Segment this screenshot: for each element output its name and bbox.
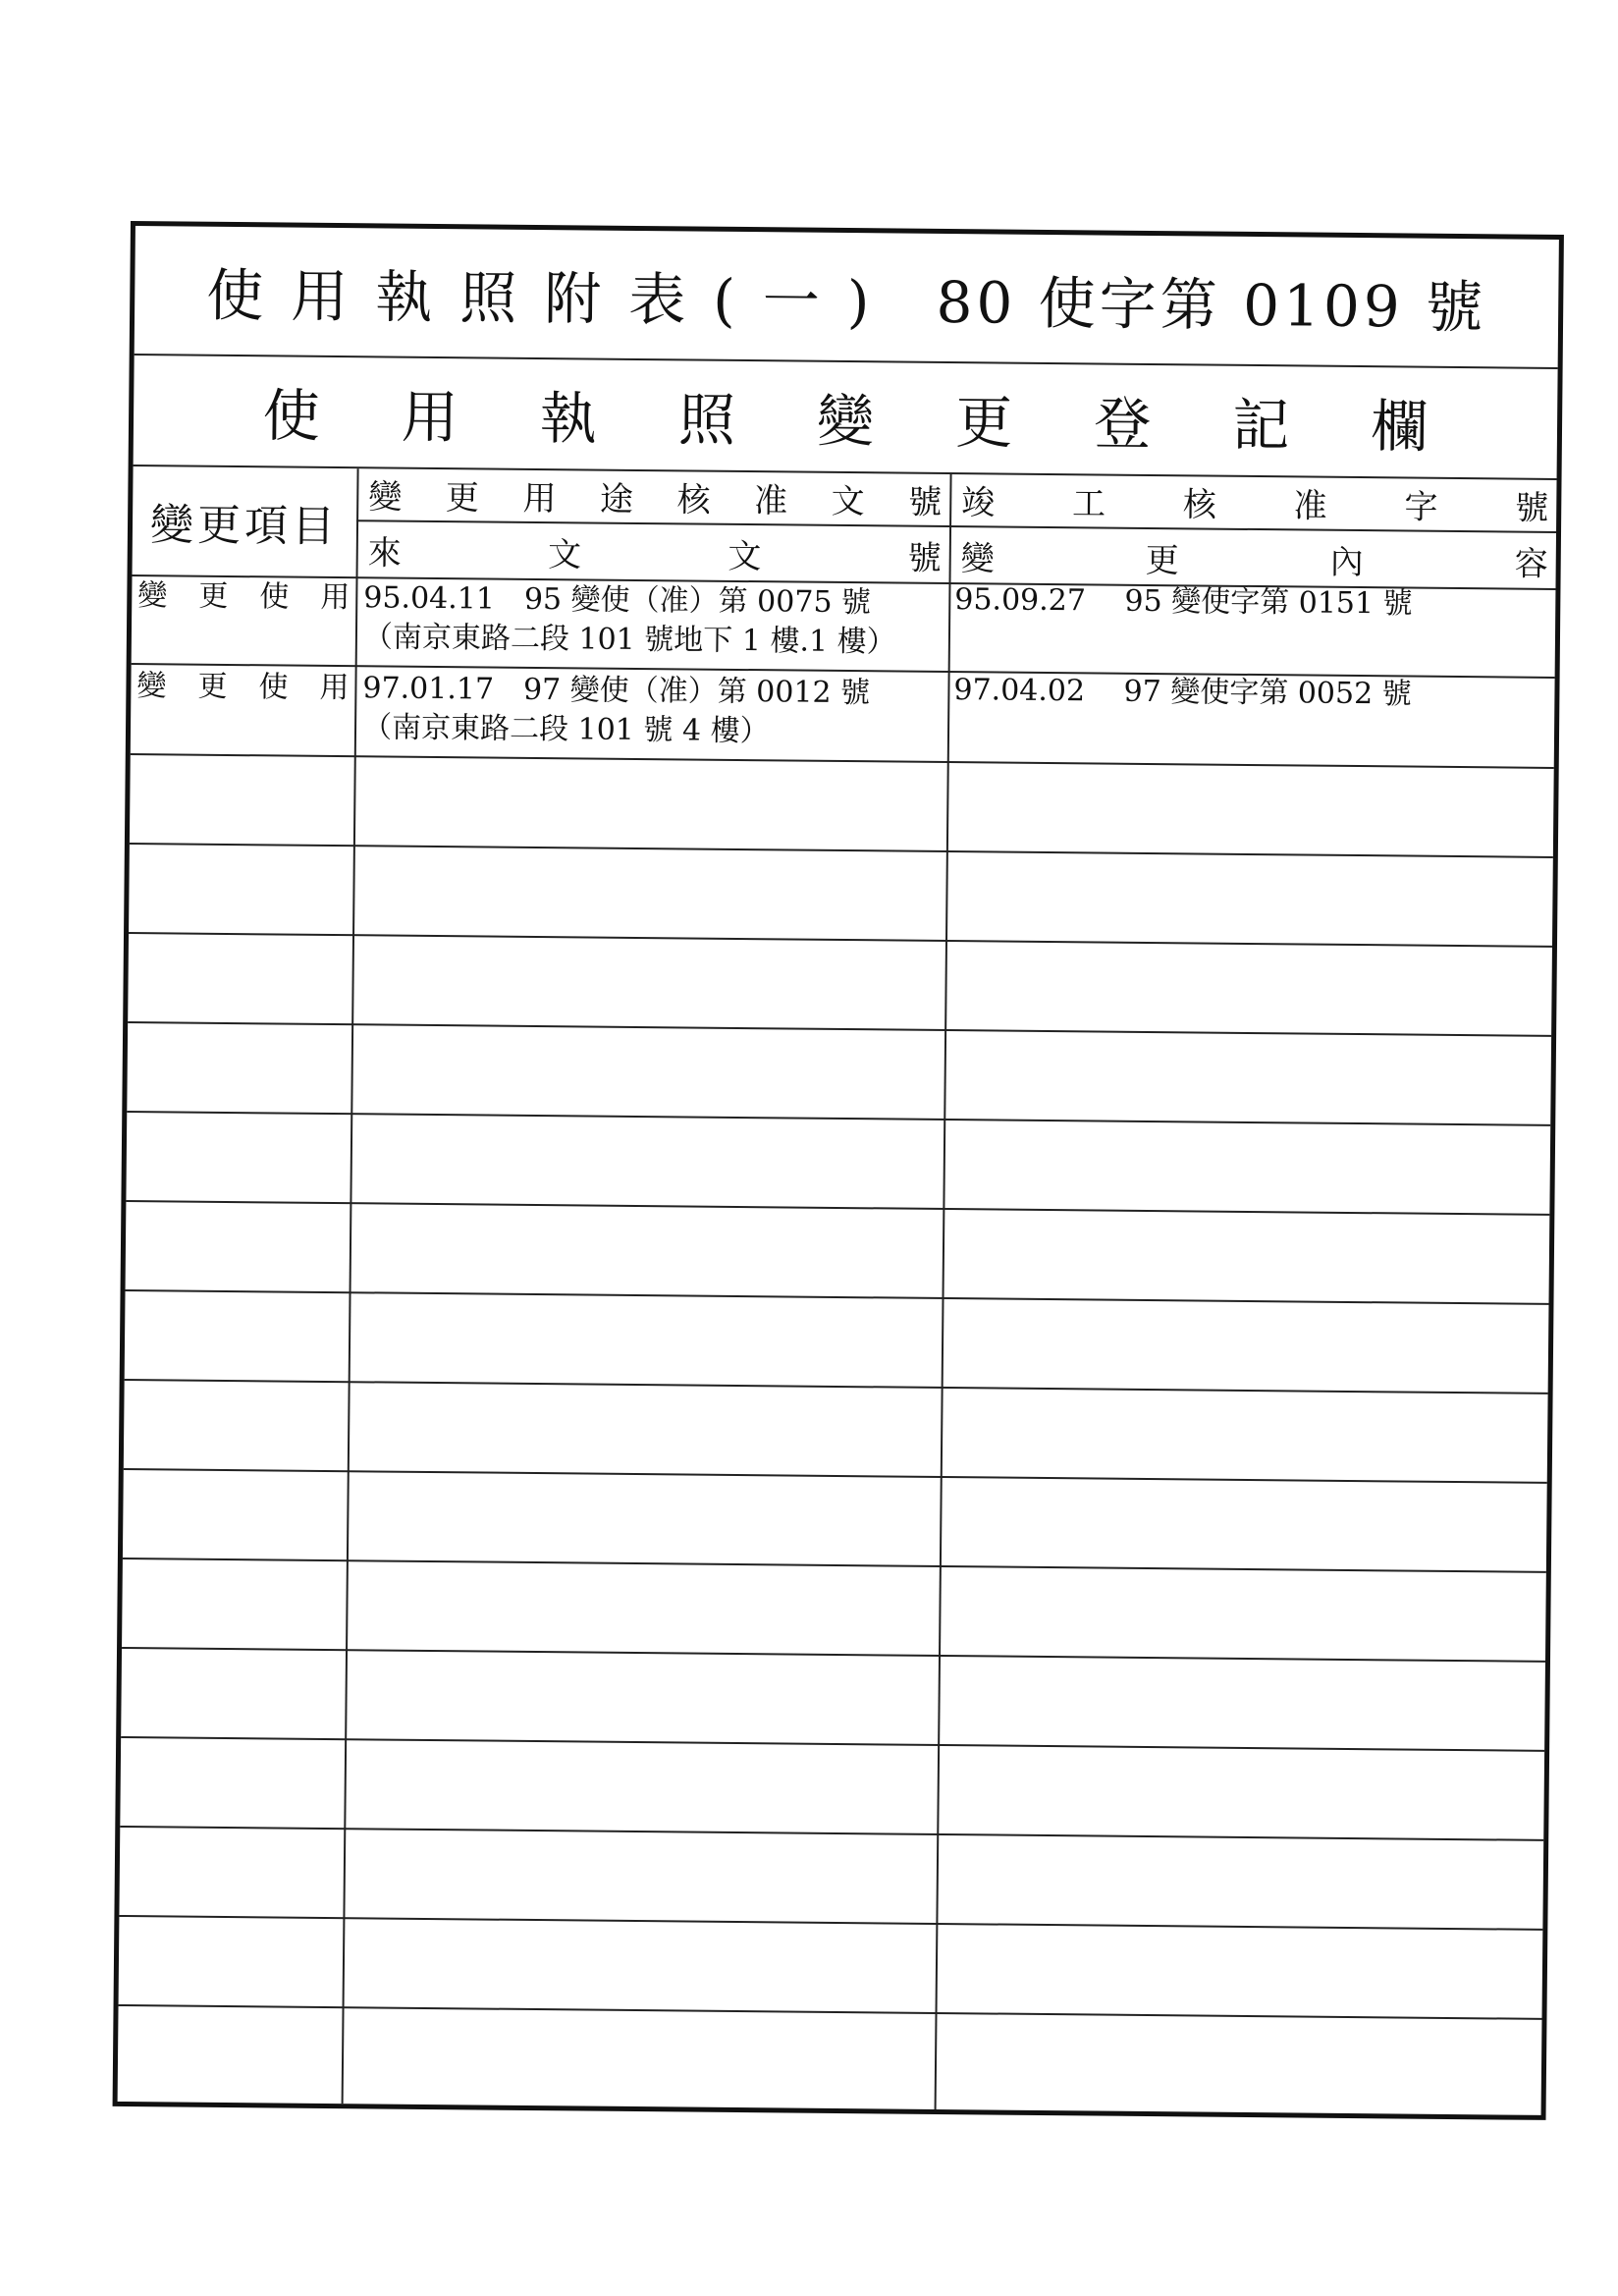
row-2-approval-line1: 97.01.17 97 變使（准）第 0012 號 [362, 671, 871, 711]
column-divider [935, 474, 952, 2109]
record-table [118, 466, 1557, 2115]
header-char: 容 [1514, 544, 1548, 584]
row-divider [131, 753, 1554, 769]
header-char: 用 [522, 478, 557, 519]
item-char: 用 [320, 579, 351, 616]
subtitle-char: 登 [1093, 389, 1152, 458]
header-char: 准 [753, 480, 788, 520]
item-char: 更 [197, 669, 228, 704]
row-divider [130, 843, 1553, 858]
subtitle-char: 照 [677, 385, 736, 454]
row-1-item [132, 576, 355, 618]
item-char: 變 [136, 669, 167, 704]
row-divider [119, 2004, 1542, 2020]
column-divider [342, 468, 359, 2104]
header-char: 內 [1329, 542, 1364, 582]
subtitle-char: 記 [1232, 391, 1290, 459]
subtitle-char: 變 [816, 387, 875, 455]
row-divider [123, 1558, 1546, 1573]
document-title [135, 226, 1559, 369]
section-subtitle [134, 354, 1558, 480]
row-divider [125, 1379, 1548, 1394]
header-change-content [953, 527, 1557, 588]
header-char: 核 [676, 479, 711, 520]
header-char: 字 [1404, 486, 1438, 527]
header-char: 文 [728, 536, 762, 576]
header-char: 途 [599, 479, 634, 519]
subtitle-char: 執 [539, 384, 598, 453]
header-char: 准 [1293, 485, 1327, 526]
header-completion-number [953, 474, 1556, 529]
header-incoming-doc [360, 521, 950, 582]
row-1-completion: 95.09.27 95 變使字第 0151 號 [954, 582, 1413, 622]
header-char: 號 [1515, 488, 1549, 528]
subtitle-char: 欄 [1371, 392, 1429, 461]
item-char: 更 [198, 578, 229, 614]
header-char: 號 [908, 482, 943, 522]
item-char: 使 [258, 670, 289, 705]
header-char: 工 [1071, 483, 1106, 524]
item-char: 用 [319, 670, 350, 706]
row-2-completion: 97.04.02 97 變使字第 0052 號 [953, 673, 1412, 712]
row-divider [128, 1021, 1551, 1037]
row-divider [127, 1111, 1550, 1126]
row-1-approval-line1: 95.04.11 95 變使（准）第 0075 號 [363, 580, 872, 621]
header-char: 號 [907, 538, 942, 578]
row-divider [120, 1826, 1543, 1841]
header-char: 核 [1182, 484, 1217, 525]
header-change-item: 變更項目 [149, 500, 340, 553]
header-char: 變 [368, 476, 403, 518]
subtitle-char: 使 [262, 381, 320, 450]
header-char: 文 [831, 481, 865, 521]
title-license-number: 80 使字第 0109 號 [936, 268, 1487, 342]
row-divider [122, 1647, 1545, 1663]
header-char: 竣 [961, 482, 996, 522]
row-divider [126, 1200, 1549, 1216]
row-divider [126, 1289, 1549, 1305]
header-char: 來 [367, 532, 402, 574]
row-divider [124, 1468, 1547, 1484]
row-divider [121, 1736, 1544, 1752]
usage-license-sheet [113, 221, 1564, 2120]
row-divider [129, 932, 1552, 948]
header-char: 更 [445, 477, 480, 518]
row-divider [119, 1915, 1542, 1931]
header-approval-doc [360, 468, 949, 523]
row-2-approval-line2: （南京東路二段 101 號 4 樓） [361, 710, 770, 749]
subtitle-char: 更 [954, 388, 1013, 457]
header-char: 文 [547, 534, 582, 574]
row-2-item [131, 667, 354, 708]
item-char: 變 [137, 578, 168, 614]
item-char: 使 [259, 579, 290, 615]
title-left: 使用執照附表(一) [205, 261, 897, 336]
row-1-approval-line2: （南京東路二段 101 號地下 1 樓.1 樓） [362, 620, 896, 660]
header-char: 變 [960, 538, 995, 578]
header-char: 更 [1145, 540, 1179, 580]
subtitle-char: 用 [401, 383, 459, 451]
